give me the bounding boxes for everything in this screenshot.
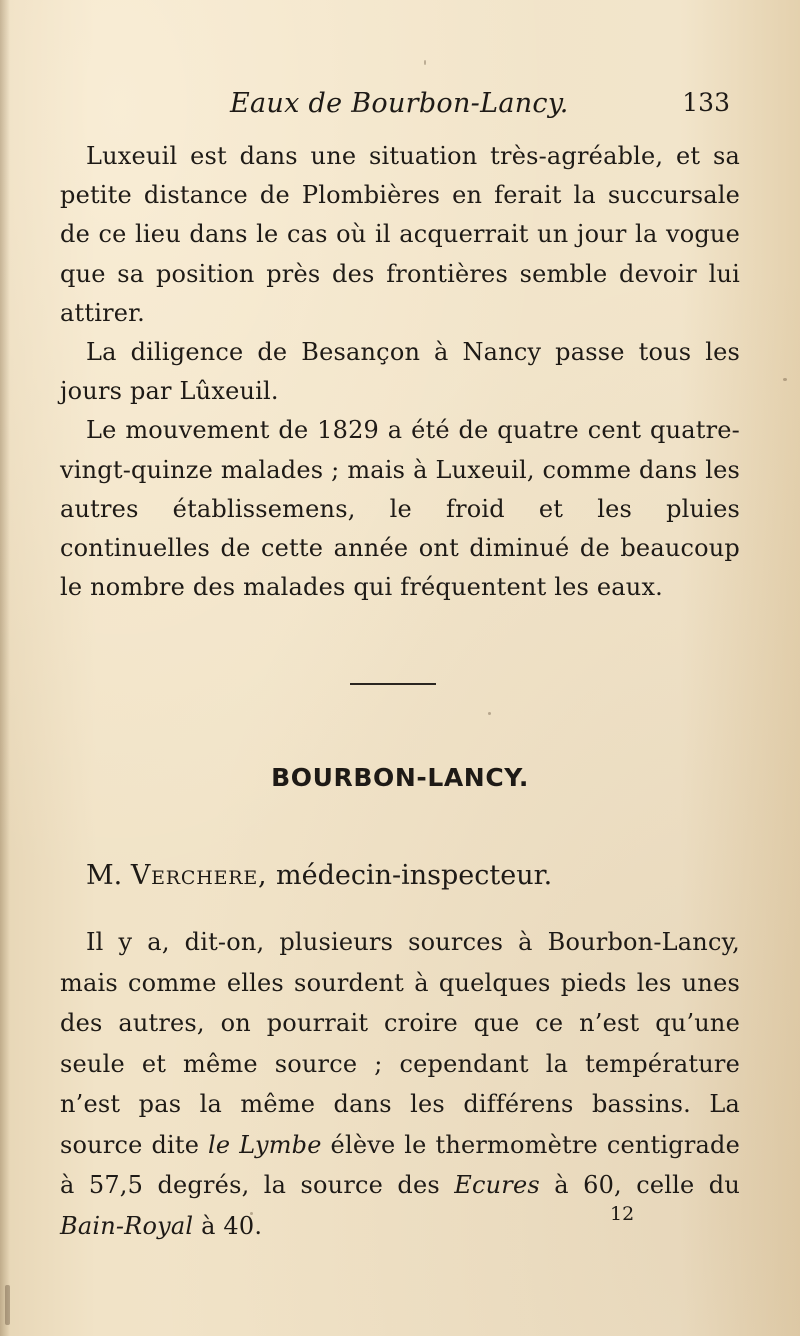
signature-mark: 12 (610, 1203, 635, 1225)
spine-shadow (0, 0, 10, 1336)
paragraph-diligence: La diligence de Besançon à Nancy passe tous les jours par Lûxeuil. (60, 338, 740, 406)
paper-speck (424, 60, 426, 65)
bourbon-lancy-text (60, 922, 740, 1246)
source-name-bain-royal: Bain-Royal (60, 1211, 194, 1240)
sources-text-1: Il y a, dit-on, plusieurs sources à Bourbon-Lancy, mais comme elles sourdent à quelques pieds les unes des autres, on pourrait croire que ce n’est qu’une seule et même source ; cependant la température n’est pas la même dans les différens bassins. La source dite (60, 928, 740, 1159)
source-name-lymbe: le Lymbe (208, 1130, 322, 1159)
running-title: Eaux de Bourbon-Lancy. (230, 88, 569, 119)
source-name-ecures: Ecures (454, 1171, 540, 1199)
sources-text-2: élève le thermomètre centigrade à 57,5 degrés, la source des (60, 1130, 740, 1199)
paragraph-luxeuil-situation: Luxeuil est dans une situation très-agréable, et sa petite distance de Plombières en ferait la succursale de ce lieu dans le cas où il acquerrait un jour la vogue que sa position près des frontières semble devoir lui attirer. (60, 142, 740, 327)
page-number: 133 (682, 88, 730, 117)
author-prefix: M. (86, 860, 123, 891)
author-line (86, 860, 552, 891)
paper-speck (250, 1212, 253, 1215)
paper-speck (5, 1285, 10, 1325)
author-role: médecin-inspecteur. (276, 860, 553, 891)
section-title: BOURBON-LANCY. (271, 763, 529, 792)
paragraph-sources (60, 922, 740, 1246)
paragraph-mouvement-1829: Le mouvement de 1829 a été de quatre cent quatre-vingt-quinze malades ; mais à Luxeuil, comme dans les autres établissemens, le froid et les pluies continuelles de cette année ont diminué de beaucoup le nombre des malades qui fréquentent les eaux. (60, 416, 740, 602)
page-header (60, 88, 740, 118)
paper-speck (783, 378, 787, 381)
paper-speck (488, 712, 491, 715)
sources-text-4: à 40. (193, 1211, 263, 1240)
sources-text-3: à 60, celle du (539, 1171, 740, 1199)
author-name: Verchere, (130, 860, 268, 891)
section-divider-rule (350, 683, 436, 685)
luxeuil-text (60, 137, 740, 607)
